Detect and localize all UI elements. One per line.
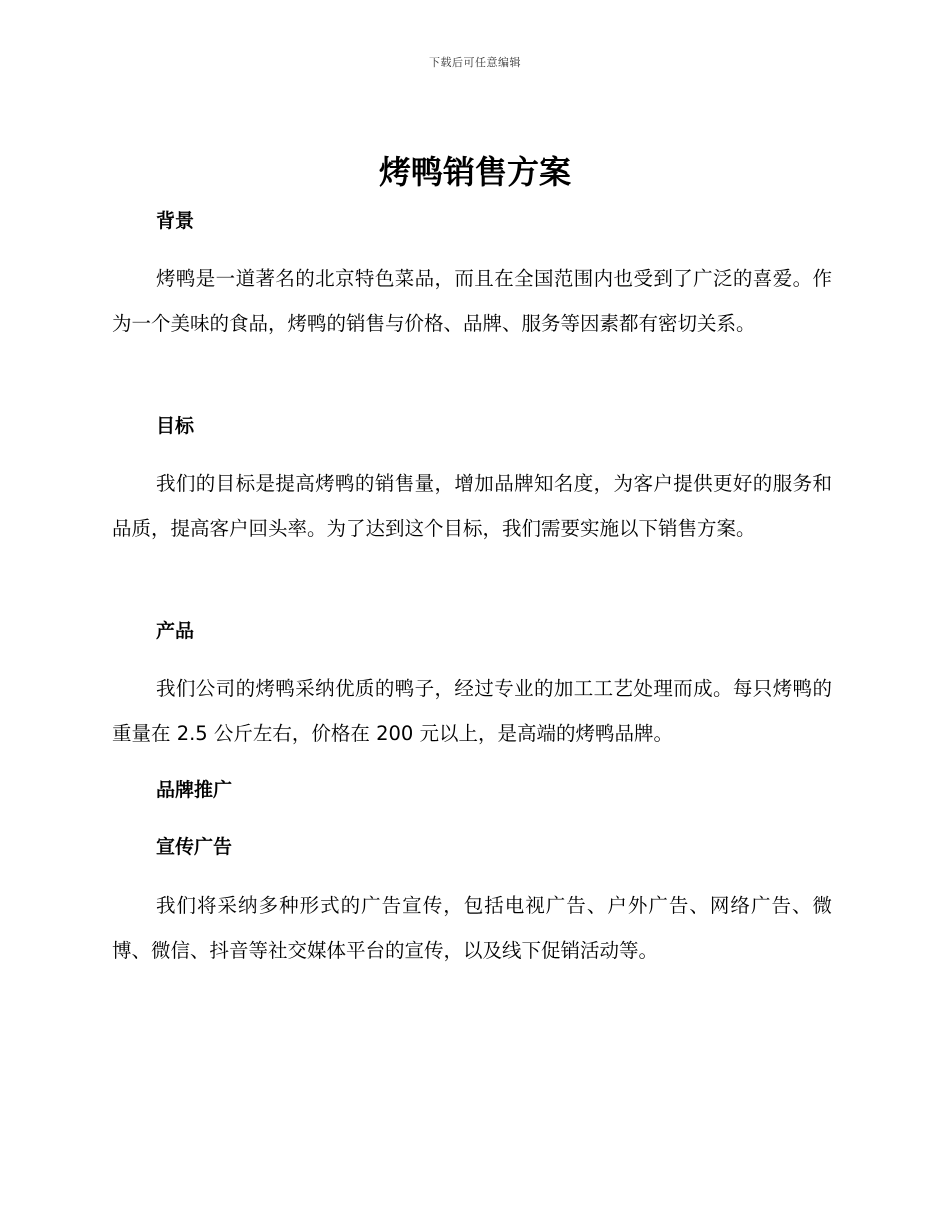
section-paragraph-background: 烤鸭是一道著名的北京特色菜品，而且在全国范围内也受到了广泛的喜爱。作为一个美味的食品，烤鸭的销售与价格、品牌、服务等因素都有密切关系。 [112,267,832,335]
section-paragraph-goal: 我们的目标是提高烤鸭的销售量，增加品牌知名度，为客户提供更好的服务和品质，提高客户回头率。为了达到这个目标，我们需要实施以下销售方案。 [112,472,832,540]
section-heading-product: 产品 [156,620,195,642]
section-paragraph-product: 我们公司的烤鸭采纳优质的鸭子，经过专业的加工工艺处理而成。每只烤鸭的重量在 2.5 公斤左右，价格在 200 元以上，是高端的烤鸭品牌。 [112,677,832,745]
page-header-note: 下载后可任意编辑 [429,56,521,69]
section-heading-brand-promotion: 品牌推广 [156,779,233,801]
section-paragraph-advertising: 我们将采纳多种形式的广告宣传，包括电视广告、户外广告、网络广告、微博、微信、抖音等社交媒体平台的宣传，以及线下促销活动等。 [112,894,832,962]
section-heading-advertising: 宣传广告 [156,836,233,858]
section-heading-goal: 目标 [156,415,195,437]
document-title: 烤鸭销售方案 [378,153,571,191]
section-heading-background: 背景 [156,210,195,232]
